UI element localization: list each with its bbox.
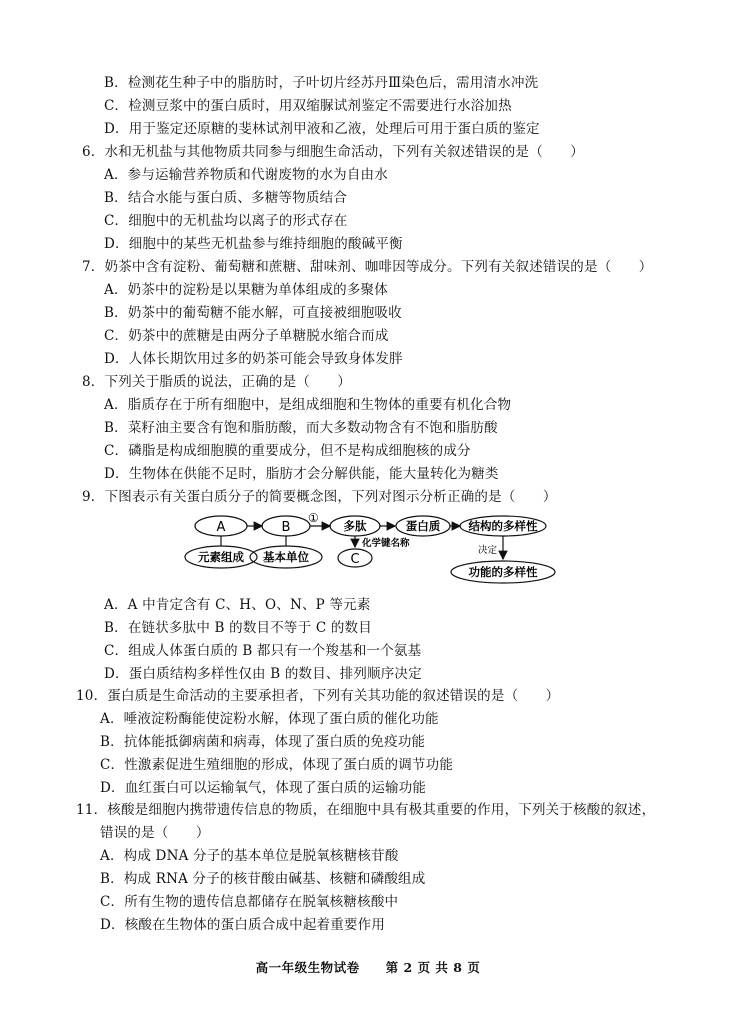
q5-option-c: C．检测豆浆中的蛋白质时，用双缩脲试剂鉴定不需要进行水浴加热 [104,98,512,114]
q9-stem: 9．下图表示有关蛋白质分子的简要概念图，下列对图示分析正确的是（ ） [82,489,557,505]
q9-option-d: D．蛋白质结构多样性仅由 B 的数目、排列顺序决定 [104,666,422,682]
q6-option-d: D．细胞中的某些无机盐参与维持细胞的酸碱平衡 [104,236,403,252]
q7-stem: 7．奶茶中含有淀粉、葡萄糖和蔗糖、甜味剂、咖啡因等成分。下列有关叙述错误的是（ ） [82,259,653,275]
elements-label: 元素组成 [198,550,244,564]
q11-stem: 11．核酸是细胞内携带遗传信息的物质，在细胞中具有极其重要的作用，下列关于核酸的叙述， [76,802,656,818]
q6-option-a: A．参与运输营养物质和代谢废物的水为自由水 [104,167,388,183]
q5-option-b: B．检测花生种子中的脂肪时，子叶切片经苏丹Ⅲ染色后，需用清水冲洗 [104,75,539,91]
q7-option-c: C．奶茶中的蔗糖是由两分子单糖脱水缩合而成 [104,328,389,344]
q8-option-d: D．生物体在供能不足时，脂肪才会分解供能，能大量转化为糖类 [104,466,499,482]
structure-diversity-label: 结构的多样性 [468,519,538,533]
q7-option-d: D．人体长期饮用过多的奶茶可能会导致身体发胖 [104,351,403,367]
q8-stem: 8．下列关于脂质的说法，正确的是（ ） [82,374,352,390]
q8-option-c: C．磷脂是构成细胞膜的重要成分，但不是构成细胞核的成分 [104,443,471,459]
q11-option-a: A．构成 DNA 分子的基本单位是脱氧核糖核苷酸 [100,848,399,864]
q5-option-d: D．用于鉴定还原糖的斐林试剂甲液和乙液，处理后可用于蛋白质的鉴定 [104,121,540,137]
q8-option-b: B．菜籽油主要含有饱和脂肪酸，而大多数动物含有不饱和脂肪酸 [104,420,498,436]
function-diversity-label: 功能的多样性 [468,565,538,579]
q11-option-c: C．所有生物的遗传信息都储存在脱氧核糖核酸中 [100,894,399,910]
q10-option-d: D．血红蛋白可以运输氧气，体现了蛋白质的运输功能 [100,780,427,796]
q8-option-a: A．脂质存在于所有细胞中，是组成细胞和生物体的重要有机化合物 [104,397,512,413]
q6-stem: 6．水和无机盐与其他物质共同参与细胞生命活动，下列有关叙述错误的是（ ） [82,144,584,160]
q9-option-c: C．组成人体蛋白质的 B 都只有一个羧基和一个氨基 [104,643,422,659]
q10-option-b: B．抗体能抵御病菌和病毒，体现了蛋白质的免疫功能 [100,734,426,750]
q9-option-a: A．A 中肯定含有 C、H、O、N、P 等元素 [104,597,371,613]
node-a-label: A [216,520,226,535]
q11-stem-continued: 错误的是（ ） [100,825,210,841]
node-c-label: C [350,552,360,567]
basic-unit-label: 基本单位 [263,550,309,564]
q10-option-c: C．性激素促进生殖细胞的形成，体现了蛋白质的调节功能 [100,757,454,773]
q11-option-b: B．构成 RNA 分子的核苷酸由碱基、核糖和磷酸组成 [100,871,426,887]
q7-option-a: A．奶茶中的淀粉是以果糖为单体组成的多聚体 [104,282,388,298]
node-b-label: B [281,520,291,535]
bond-name-label: 化学键名称 [362,538,410,549]
determines-label: 决定 [478,545,498,556]
q10-stem: 10．蛋白质是生命活动的主要承担者，下列有关其功能的叙述错误的是（ ） [76,688,560,704]
protein-concept-diagram [180,510,600,590]
q11-option-d: D．核酸在生物体的蛋白质合成中起着重要作用 [100,917,386,933]
q6-option-c: C．细胞中的无机盐均以离子的形式存在 [104,213,348,229]
peptide-label: 多肽 [343,519,367,533]
q9-option-b: B．在链状多肽中 B 的数目不等于 C 的数目 [104,620,372,636]
page-footer: 高一年级生物试卷 第 2 页 共 8 页 [255,960,481,975]
step-1-marker: ① [308,511,319,525]
q10-option-a: A．唾液淀粉酶能使淀粉水解，体现了蛋白质的催化功能 [100,711,439,727]
q7-option-b: B．奶茶中的葡萄糖不能水解，可直接被细胞吸收 [104,305,402,321]
protein-label: 蛋白质 [405,519,441,533]
q6-option-b: B．结合水能与蛋白质、多糖等物质结合 [104,190,348,206]
